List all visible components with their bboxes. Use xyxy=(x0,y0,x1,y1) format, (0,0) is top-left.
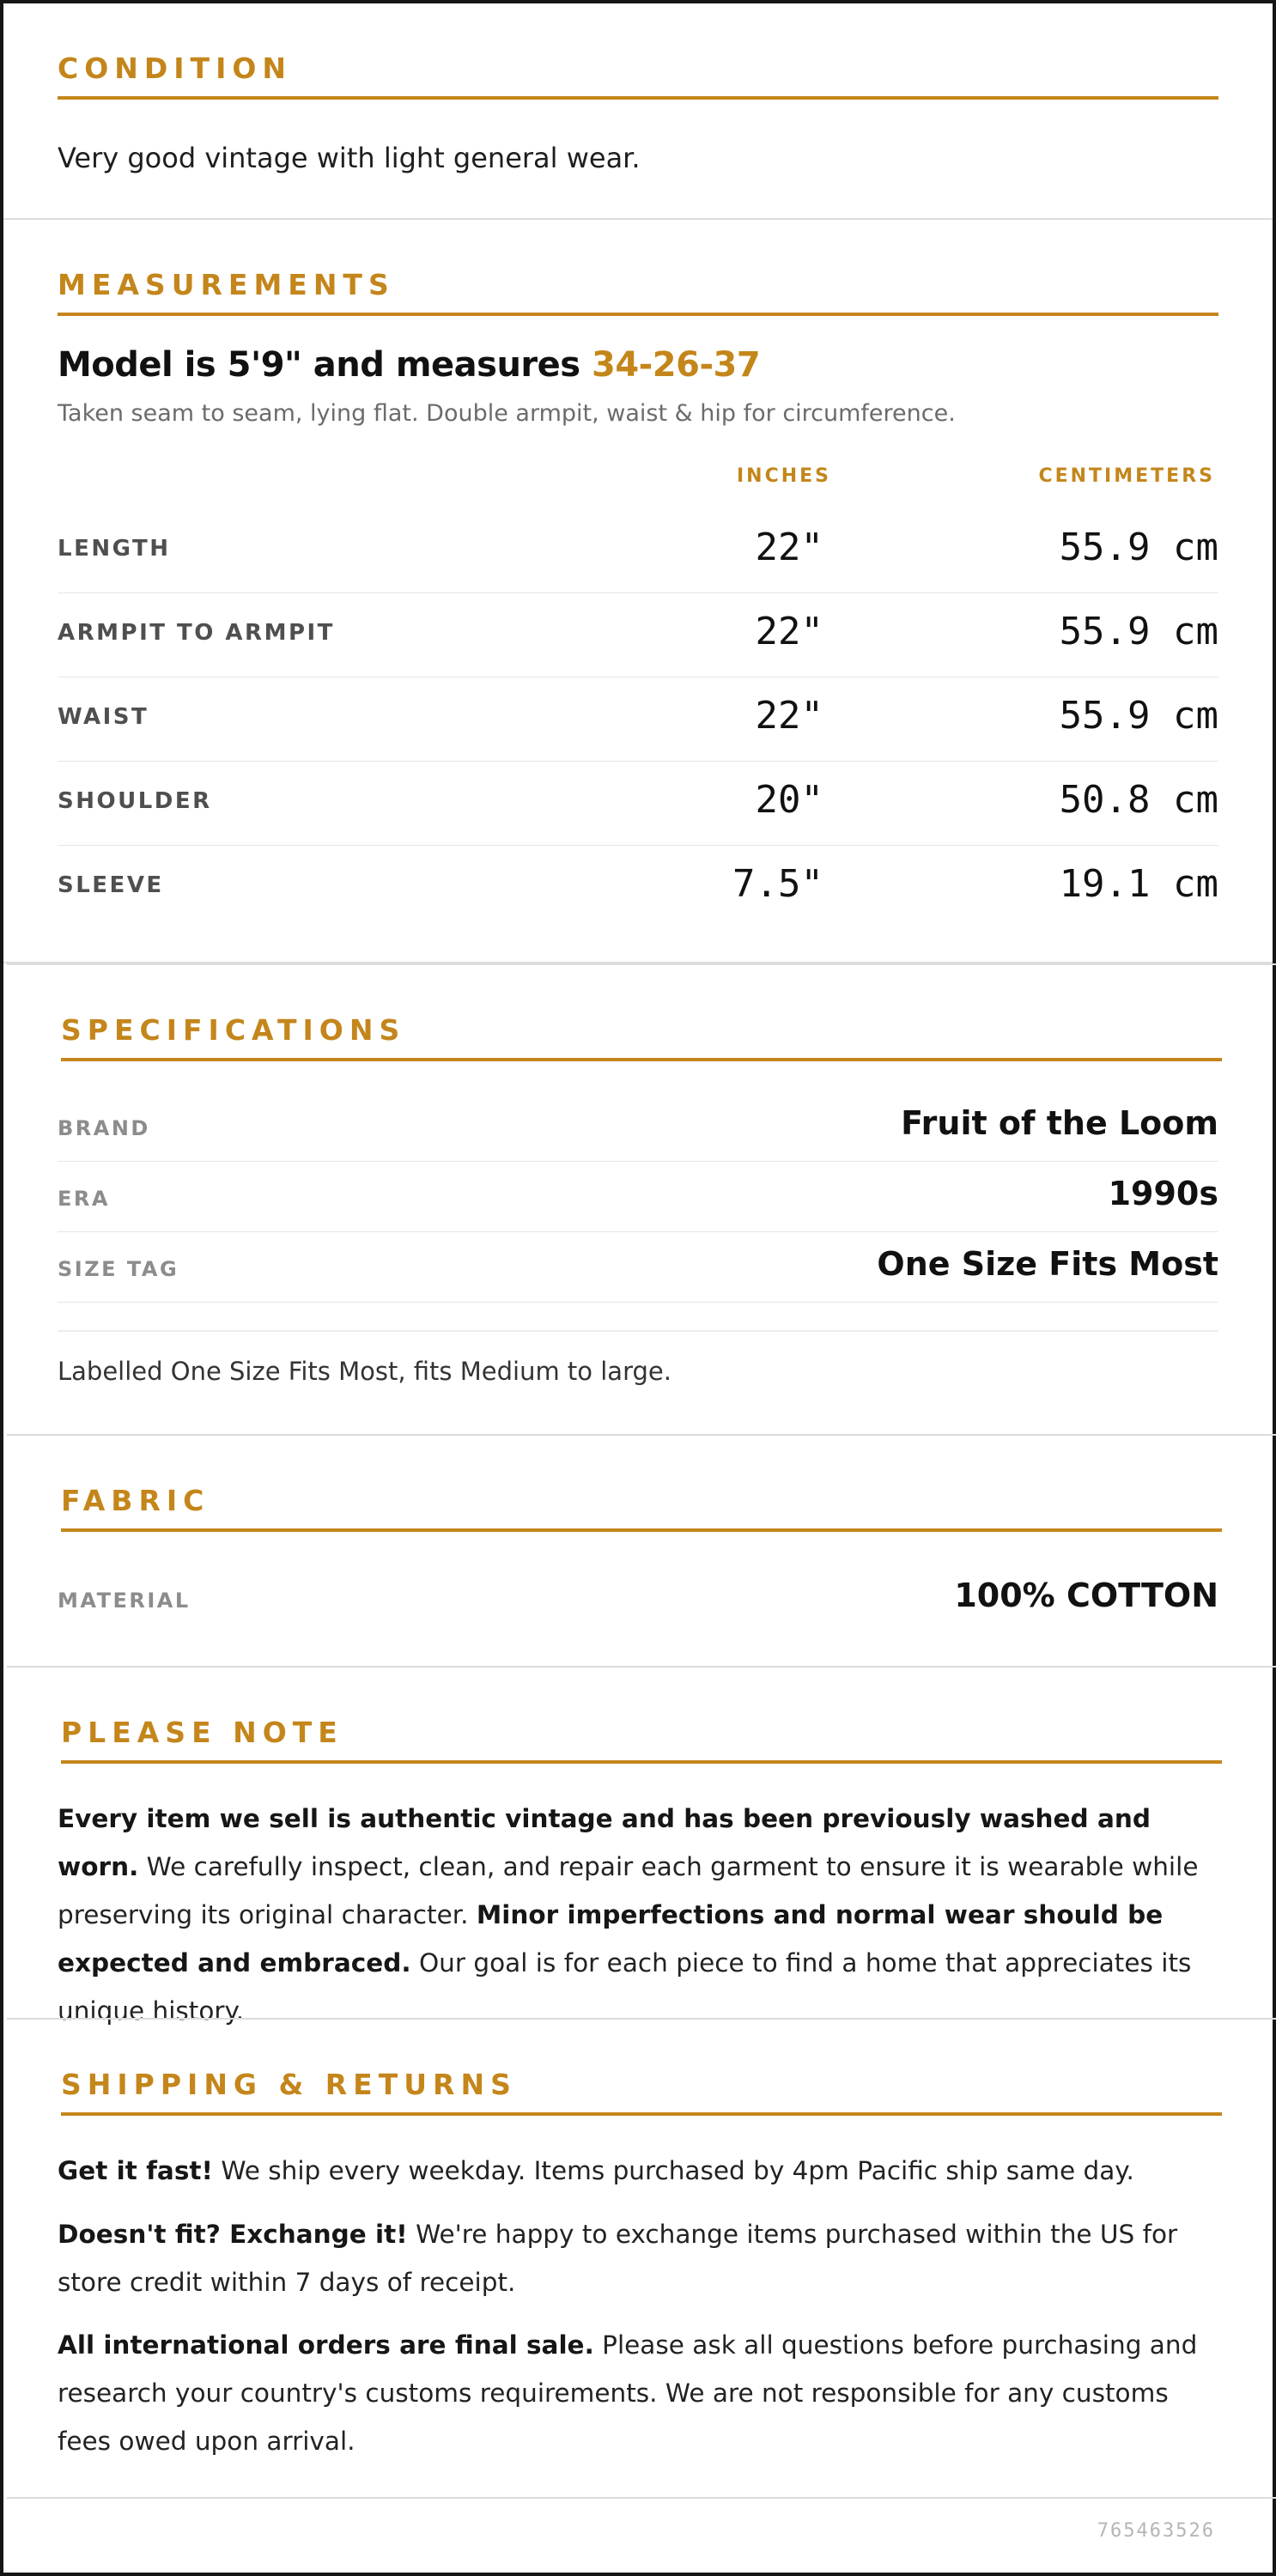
material-label: MATERIAL xyxy=(58,1589,191,1613)
spec-row-brand xyxy=(58,1091,1218,1162)
spec-label: ERA xyxy=(58,1187,110,1211)
spec-value: One Size Fits Most xyxy=(877,1245,1218,1283)
please-note-text-1: We carefully inspect, clean, and repair each garment to ensure it is wearable while preserving its original character. xyxy=(58,1852,1199,1929)
section-divider xyxy=(7,2497,1276,2499)
measurement-row-armpit xyxy=(58,592,1218,677)
measurement-inches: 22" xyxy=(755,610,823,653)
measurement-inches: 22" xyxy=(755,526,823,569)
fabric-heading: FABRIC xyxy=(61,1436,1222,1532)
model-measures: 34-26-37 xyxy=(592,345,761,385)
measurement-cm: 50.8 cm xyxy=(1059,778,1218,822)
fabric-row-material xyxy=(58,1563,1218,1633)
shipping-bold-3: All international orders are final sale. xyxy=(58,2330,594,2360)
spec-label: BRAND xyxy=(58,1116,150,1140)
model-info xyxy=(58,345,760,385)
please-note-text-2: Our goal is for each piece to find a home that appreciates its unique history. xyxy=(58,1948,1192,2026)
measurement-cm: 55.9 cm xyxy=(1059,694,1218,738)
shipping-paragraph-1 xyxy=(58,2147,1218,2195)
spec-row-size-tag xyxy=(58,1231,1218,1303)
please-note-section xyxy=(7,1668,1276,1764)
measurement-label: SHOULDER xyxy=(58,788,212,814)
please-note-text xyxy=(58,1795,1218,2035)
measurement-cm: 19.1 cm xyxy=(1059,862,1218,906)
measurement-row-length xyxy=(58,508,1218,593)
measurement-inches: 20" xyxy=(755,778,823,822)
measurement-cm: 55.9 cm xyxy=(1059,526,1218,569)
condition-text: Very good vintage with light general wear. xyxy=(58,142,641,174)
measurement-cm: 55.9 cm xyxy=(1059,610,1218,653)
specifications-heading: SPECIFICATIONS xyxy=(61,965,1222,1061)
specifications-section xyxy=(7,965,1276,1061)
measurement-row-shoulder xyxy=(58,761,1218,846)
measurement-row-sleeve xyxy=(58,845,1218,929)
spec-row-era xyxy=(58,1161,1218,1232)
shipping-heading: SHIPPING & RETURNS xyxy=(61,2020,1222,2116)
spec-value: Fruit of the Loom xyxy=(901,1104,1218,1142)
measurement-label: ARMPIT TO ARMPIT xyxy=(58,620,335,646)
inches-column-header: INCHES xyxy=(736,465,831,487)
model-info-prefix: Model is 5'9" and measures xyxy=(58,345,592,385)
shipping-paragraph-3 xyxy=(58,2321,1218,2465)
condition-section xyxy=(3,3,1273,220)
measurements-heading: MEASUREMENTS xyxy=(58,220,1218,316)
measurement-row-waist xyxy=(58,677,1218,762)
shipping-section xyxy=(7,2020,1276,2116)
sku-number: 765463526 xyxy=(1097,2520,1215,2542)
fabric-section xyxy=(7,1436,1276,1532)
shipping-text-1: We ship every weekday. Items purchased by 4pm Pacific ship same day. xyxy=(212,2156,1134,2185)
shipping-bold-1: Get it fast! xyxy=(58,2156,213,2185)
please-note-bold-1: Every item we sell is authentic vintage and has been previously washed and worn. xyxy=(58,1804,1151,1881)
measurement-label: SLEEVE xyxy=(58,872,164,898)
spec-label: SIZE TAG xyxy=(58,1257,179,1281)
shipping-paragraph-2 xyxy=(58,2210,1218,2306)
please-note-bold-2: Minor imperfections and normal wear should be expected and embraced. xyxy=(58,1900,1164,1978)
spec-value: 1990s xyxy=(1108,1175,1218,1212)
centimeters-column-header: CENTIMETERS xyxy=(1038,465,1215,487)
condition-heading: CONDITION xyxy=(58,3,1218,100)
shipping-bold-2: Doesn't fit? Exchange it! xyxy=(58,2220,408,2249)
please-note-heading: PLEASE NOTE xyxy=(61,1668,1222,1764)
spec-divider xyxy=(58,1330,1218,1332)
size-note: Labelled One Size Fits Most, fits Medium to large. xyxy=(58,1357,671,1386)
measurement-label: LENGTH xyxy=(58,536,171,562)
measurement-instructions: Taken seam to seam, lying flat. Double armpit, waist & hip for circumference. xyxy=(58,400,956,427)
shipping-text-2: We're happy to exchange items purchased within the US for store credit within 7 days of receipt. xyxy=(58,2220,1178,2297)
measurement-inches: 7.5" xyxy=(732,862,823,906)
shipping-text-3: Please ask all questions before purchasing and research your country's customs requirements. We are not responsible for any customs fees owed upon arrival. xyxy=(58,2330,1198,2456)
measurement-inches: 22" xyxy=(755,694,823,738)
material-value: 100% COTTON xyxy=(954,1577,1218,1614)
measurement-label: WAIST xyxy=(58,704,149,730)
